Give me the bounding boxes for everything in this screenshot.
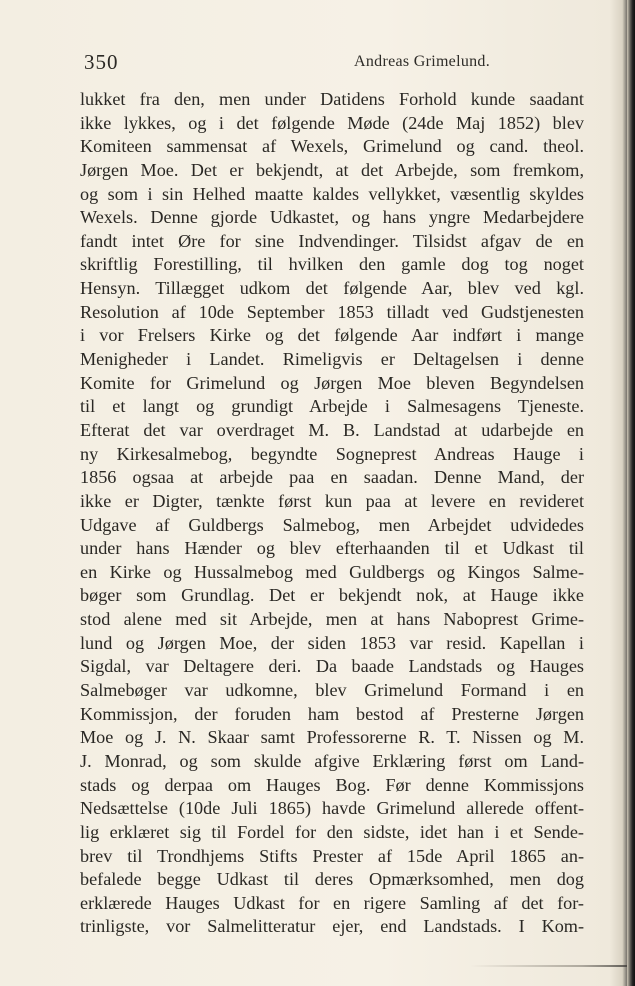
text-line: Jørgen Moe. Det er bekjendt, at det Arbejde, som fremkom, xyxy=(80,159,584,180)
text-line: trinligste, vor Salmelitteratur ejer, end Landstads. I Kom- xyxy=(80,916,584,937)
page-edge-shadow xyxy=(470,965,630,967)
text-line: Komiteen sammensat af Wexels, Grimelund og cand. theol. xyxy=(80,136,584,157)
text-line: Salmebøger var udkomne, blev Grimelund Formand i en xyxy=(80,680,584,701)
text-line: Efterat det var overdraget M. B. Landstad at udarbejde en xyxy=(80,419,584,440)
text-line: Nedsættelse (10de Juli 1865) havde Grimelund allerede offent- xyxy=(80,798,584,819)
text-line: Sigdal, var Deltagere deri. Da baade Landstads og Hauges xyxy=(80,656,584,677)
text-line: Wexels. Denne gjorde Udkastet, og hans yngre Medarbejdere xyxy=(80,207,584,228)
text-line: Hensyn. Tillægget udkom det følgende Aar, blev ved kgl. xyxy=(80,278,584,299)
text-line: Komite for Grimelund og Jørgen Moe bleven Begyndelsen xyxy=(80,372,584,393)
text-line: og som i sin Helhed maatte kaldes vellykket, væsentlig skyldes xyxy=(80,183,584,204)
page-spine-edge xyxy=(627,0,635,986)
text-line: stads og derpaa om Hauges Bog. Før denne Kommissjons xyxy=(80,774,584,795)
page-number: 350 xyxy=(84,50,119,74)
text-line: ikke lykkes, og i det følgende Møde (24de Maj 1852) blev xyxy=(80,112,584,133)
text-line: Menigheder i Landet. Rimeligvis er Deltagelsen i denne xyxy=(80,349,584,370)
text-line: befalede begge Udkast til deres Opmærksomhed, men dog xyxy=(80,869,584,890)
text-line: erklærede Hauges Udkast for en rigere Samling af det for- xyxy=(80,892,584,913)
text-line: lig erklæret sig til Fordel for den sidste, idet han i et Sende- xyxy=(80,821,584,842)
text-line: i vor Frelsers Kirke og det følgende Aar indført i mange xyxy=(80,325,584,346)
text-line: ikke er Digter, tænkte først kun paa at levere en revideret xyxy=(80,490,584,511)
text-line: bøger som Grundlag. Det er bekjendt nok, at Hauge ikke xyxy=(80,585,584,606)
text-line: Resolution af 10de September 1853 tilladt ved Gudstjenesten xyxy=(80,301,584,322)
body-text xyxy=(80,88,584,939)
page-header xyxy=(84,46,546,78)
running-head: Andreas Grimelund. xyxy=(354,53,491,70)
text-line: stod alene med sit Arbejde, men at hans Naboprest Grime- xyxy=(80,609,584,630)
text-line: Moe og J. N. Skaar samt Professorerne R. T. Nissen og M. xyxy=(80,727,584,748)
text-line: brev til Trondhjems Stifts Prester af 15de April 1865 an- xyxy=(80,845,584,866)
text-line: en Kirke og Hussalmebog med Guldbergs og Kingos Salme- xyxy=(80,561,584,582)
text-line: Kommissjon, der foruden ham bestod af Presterne Jørgen xyxy=(80,703,584,724)
text-line: J. Monrad, og som skulde afgive Erklæring først om Land- xyxy=(80,750,584,771)
text-line: fandt intet Øre for sine Indvendinger. Tilsidst afgav de en xyxy=(80,230,584,251)
text-line: lund og Jørgen Moe, der siden 1853 var resid. Kapellan i xyxy=(80,632,584,653)
text-line: til et langt og grundigt Arbejde i Salmesagens Tjeneste. xyxy=(80,396,584,417)
text-line: under hans Hænder og blev efterhaanden til et Udkast til xyxy=(80,538,584,559)
text-line: lukket fra den, men under Datidens Forhold kunde saadant xyxy=(80,89,584,109)
text-line: 1856 ogsaa at arbejde paa en saadan. Denne Mand, der xyxy=(80,467,584,488)
text-line: skriftlig Forestilling, til hvilken den gamle dog tog noget xyxy=(80,254,584,275)
text-line: ny Kirkesalmebog, begyndte Sogneprest Andreas Hauge i xyxy=(80,443,584,464)
text-line: Udgave af Guldbergs Salmebog, men Arbejdet udvidedes xyxy=(80,514,584,535)
